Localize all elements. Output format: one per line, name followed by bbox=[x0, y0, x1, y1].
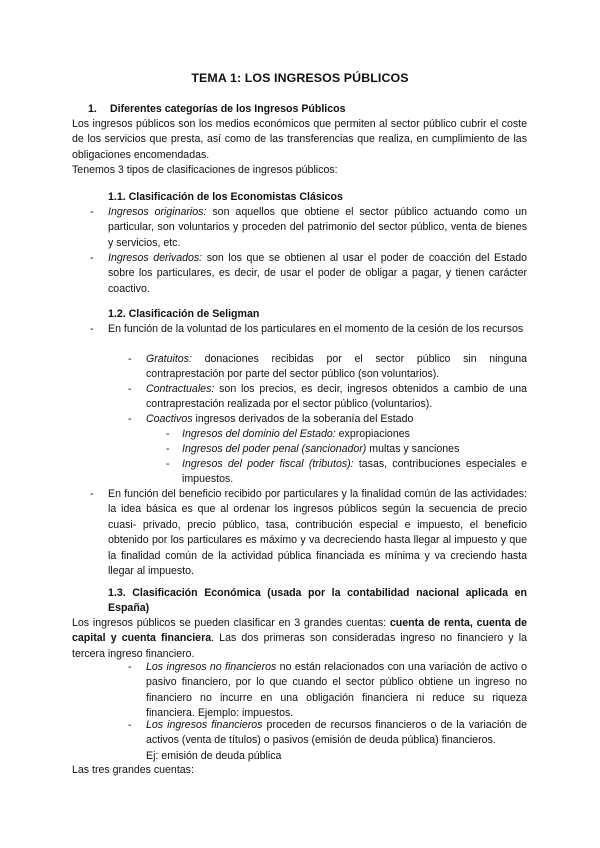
term-dominio: Ingresos del dominio del Estado: bbox=[182, 428, 336, 440]
s12-subsub-fiscal-text bbox=[182, 457, 527, 488]
bullet-dash: - bbox=[166, 443, 170, 455]
s12-subsub-dominio bbox=[166, 427, 527, 442]
s11-item-originarios-text bbox=[108, 205, 527, 251]
s12-item-voluntad bbox=[90, 322, 527, 337]
s12-item-beneficio bbox=[90, 487, 527, 579]
term-derivados: Ingresos derivados: bbox=[108, 252, 203, 264]
section-1-2-heading: 1.2. Clasificación de Seligman bbox=[108, 308, 260, 320]
s13-closing-text: Las tres grandes cuentas: bbox=[72, 764, 194, 776]
s12-item-voluntad-text: En función de la voluntad de los particulares en el momento de la cesión de los recursos bbox=[108, 323, 524, 335]
bullet-dash: - bbox=[166, 428, 170, 440]
desc-no-financieros: no están relacionados con una variación de activo o pasivo financiero, por lo que cuando el sector público obtiene un ingreso no financiero no incurre en una obligación financiera ni reduce su riqueza financiera. Ejemplo: impuestos. bbox=[146, 661, 528, 720]
term-no-financieros: Los ingresos no financieros bbox=[146, 661, 277, 673]
section-1-3-heading-text: 1.3. Clasificación Económica (usada por la contabilidad nacional aplicada en España) bbox=[108, 587, 527, 615]
term-contractuales: Contractuales: bbox=[146, 383, 215, 395]
term-originarios: Ingresos originarios: bbox=[108, 206, 207, 218]
desc-gratuitos: donaciones recibidas por el sector público sin ninguna contraprestación por parte del sector público (son voluntarios). bbox=[146, 353, 527, 381]
s13-closing bbox=[72, 763, 527, 778]
desc-penal: multas y sanciones bbox=[366, 443, 460, 455]
section-1-number: 1. bbox=[88, 103, 97, 115]
bullet-dash: - bbox=[90, 488, 94, 500]
s11-item-derivados bbox=[90, 251, 528, 297]
bullet-dash: - bbox=[128, 413, 132, 425]
section-1-types-text: Tenemos 3 tipos de clasificaciones de ingresos públicos: bbox=[72, 164, 338, 177]
s12-sub-contractuales bbox=[128, 382, 527, 413]
term-coactivos: Coactivos bbox=[146, 413, 193, 425]
section-1-intro bbox=[72, 117, 527, 179]
s12-subsub-penal bbox=[166, 442, 527, 457]
bullet-dash: - bbox=[90, 323, 94, 335]
s12-sub-contractuales-text bbox=[146, 382, 527, 413]
s12-subsub-penal-text bbox=[182, 442, 527, 457]
document-title: TEMA 1: LOS INGRESOS PÚBLICOS bbox=[191, 71, 409, 85]
s11-item-originarios bbox=[90, 205, 527, 251]
section-1-intro-text: Los ingresos públicos son los medios económicos que permiten al sector público cubrir el coste de los servicios que presta, así como de las transferencias que realiza, en cumplimiento de las obligaciones encomendadas. bbox=[72, 118, 527, 161]
s12-subsub-dominio-text bbox=[182, 427, 527, 442]
desc-financieros: proceden de recursos financieros o de la variación de activos (venta de títulos) o pasivos (emisión de deuda pública) financieros. bbox=[146, 719, 527, 747]
s12-subsub-fiscal bbox=[166, 457, 527, 488]
bullet-dash: - bbox=[128, 353, 132, 365]
s12-sub-gratuitos bbox=[128, 352, 527, 383]
s13-sub-financieros-text bbox=[146, 718, 527, 749]
section-1-1-heading: 1.1. Clasificación de los Economistas Clásicos bbox=[108, 191, 343, 203]
bullet-dash: - bbox=[128, 383, 132, 395]
s13-intro bbox=[72, 616, 527, 662]
section-1-heading-text: Diferentes categorías de los Ingresos Públicos bbox=[110, 103, 346, 115]
bullet-dash: - bbox=[90, 252, 94, 264]
term-gratuitos: Gratuitos: bbox=[146, 353, 192, 365]
s11-item-derivados-text bbox=[108, 251, 527, 297]
section-1-3-heading bbox=[108, 586, 527, 617]
term-fiscal: Ingresos del poder fiscal (tributos): bbox=[182, 458, 354, 470]
desc-fiscal: tasas, contribuciones especiales e impuestos. bbox=[182, 458, 527, 486]
desc-contractuales: son los precios, es decir, ingresos obtenidos a cambio de una contraprestación realizada por el sector público (voluntarios). bbox=[146, 383, 527, 411]
s13-sub-financieros bbox=[128, 718, 527, 764]
s13-intro-bold: cuenta de renta, cuenta de capital y cuenta financiera bbox=[72, 617, 527, 645]
desc-coactivos: ingresos derivados de la soberanía del Estado bbox=[192, 413, 414, 425]
s12-sub-coactivos bbox=[128, 412, 527, 427]
desc-dominio: expropiaciones bbox=[335, 428, 410, 440]
desc-derivados: son los que se obtienen al usar el poder de coacción del Estado sobre los particulares, es decir, de usar el poder de obligar a pagar, y tienen carácter coactivo. bbox=[108, 252, 528, 295]
term-penal: Ingresos del poder penal (sancionador) bbox=[182, 443, 367, 455]
s12-item-beneficio-text: En función del beneficio recibido por particulares y la finalidad común de las actividades: la idea básica es que al ordenar los ingresos públicos según la secuencia de precio cuasi- privado, precio público, tasa, contribución especial e impuesto, el beneficio obtenido por los particulares es máximo y va decreciendo hasta llegar al impuesto y que la finalidad común de la actividad pública financiada es mínima y va creciendo hasta llegar al impuesto. bbox=[108, 488, 527, 578]
s12-sub-coactivos-text bbox=[146, 412, 527, 427]
bullet-dash: - bbox=[128, 719, 132, 731]
bullet-dash: - bbox=[166, 458, 170, 470]
section-1-heading bbox=[88, 102, 346, 117]
term-financieros: Los ingresos financieros bbox=[146, 719, 263, 731]
bullet-dash: - bbox=[128, 661, 132, 673]
s12-sub-gratuitos-text bbox=[146, 352, 527, 383]
bullet-dash: - bbox=[90, 206, 94, 218]
s13-intro-a: Los ingresos públicos se pueden clasificar en 3 grandes cuentas: bbox=[72, 617, 390, 629]
s13-sub-no-financieros bbox=[128, 660, 528, 722]
s13-sub-financieros-example: Ej: emisión de deuda pública bbox=[146, 749, 282, 762]
desc-originarios: son aquellos que obtiene el sector público actuando como un particular, son voluntarios y proceden del patrimonio del sector público, venta de bienes y servicios, etc. bbox=[108, 206, 527, 249]
s13-sub-no-financieros-text bbox=[146, 660, 527, 722]
s13-intro-text bbox=[72, 616, 527, 662]
s13-intro-b: . Las dos primeras son consideradas ingreso no financiero y la tercera ingreso financiero. bbox=[72, 632, 527, 660]
